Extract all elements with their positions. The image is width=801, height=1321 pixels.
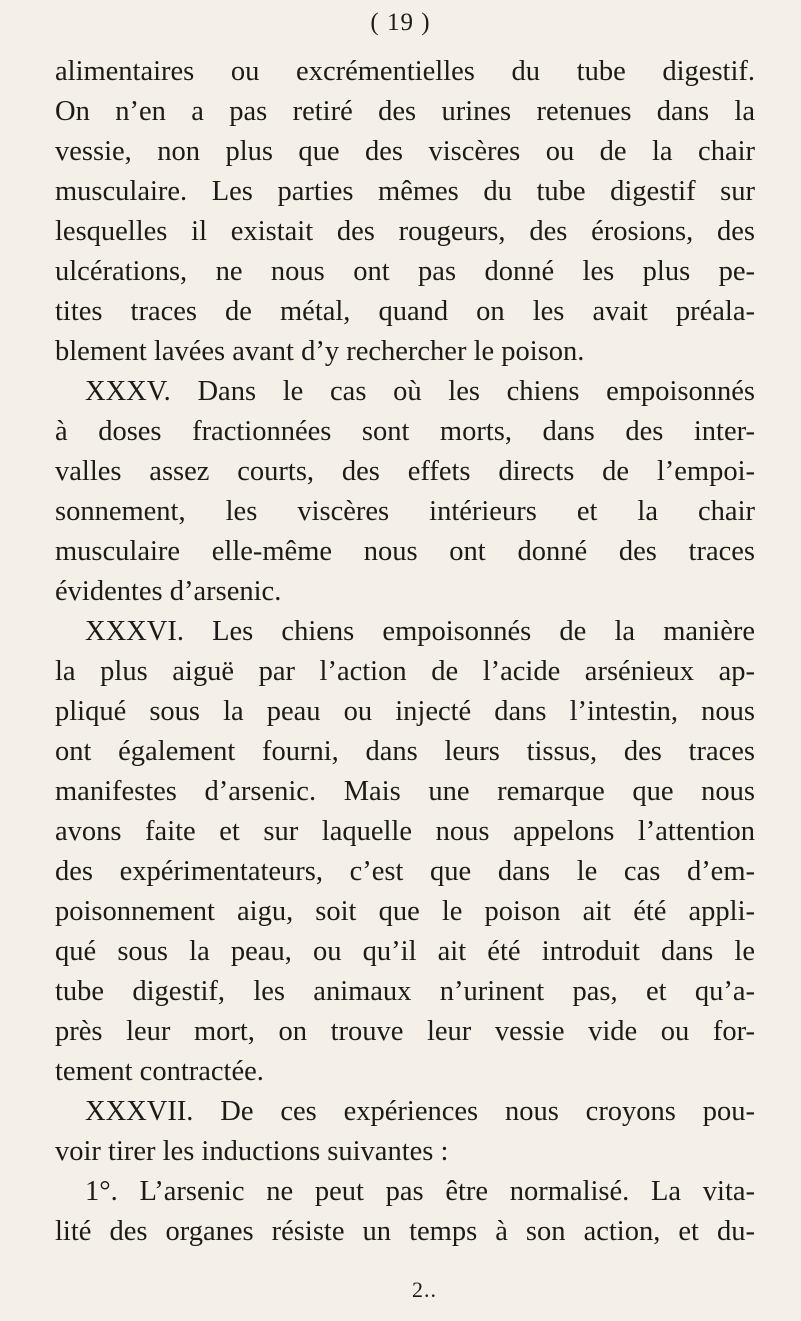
- text-line: alimentaires ou excrémentielles du tube digestif.: [55, 56, 755, 87]
- text-line: tites traces de métal, quand on les avait préala-: [55, 296, 755, 327]
- page-number: ( 19 ): [370, 9, 431, 36]
- text-line: tube digestif, les animaux n’urinent pas, et qu’a-: [55, 976, 755, 1007]
- text-line: qué sous la peau, ou qu’il ait été introduit dans le: [55, 936, 755, 967]
- text-line: des expérimentateurs, c’est que dans le cas d’em-: [55, 856, 755, 887]
- text-line: XXXVI. Les chiens empoisonnés de la manière: [85, 616, 755, 647]
- text-line: lité des organes résiste un temps à son action, et du-: [55, 1216, 755, 1247]
- text-line: 1°. L’arsenic ne peut pas être normalisé. La vita-: [85, 1176, 755, 1207]
- text-line: près leur mort, on trouve leur vessie vide ou for-: [55, 1016, 755, 1047]
- text-line: valles assez courts, des effets directs de l’empoi-: [55, 456, 755, 487]
- text-line: poisonnement aigu, soit que le poison ait été appli-: [55, 896, 755, 927]
- text-line: lesquelles il existait des rougeurs, des érosions, des: [55, 216, 755, 247]
- text-line: blement lavées avant d’y rechercher le poison.: [55, 336, 585, 367]
- text-line: ulcérations, ne nous ont pas donné les plus pe-: [55, 256, 755, 287]
- text-line: On n’en a pas retiré des urines retenues dans la: [55, 96, 755, 127]
- text-line: XXXV. Dans le cas où les chiens empoisonnés: [85, 376, 755, 407]
- text-line: voir tirer les inductions suivantes :: [55, 1136, 449, 1167]
- text-line: ont également fourni, dans leurs tissus, des traces: [55, 736, 755, 767]
- text-line: vessie, non plus que des viscères ou de la chair: [55, 136, 755, 167]
- signature-mark: 2..: [412, 1277, 437, 1302]
- text-line: XXXVII. De ces expériences nous croyons pou-: [85, 1096, 755, 1127]
- body-text: [55, 52, 755, 1252]
- text-line: musculaire. Les parties mêmes du tube digestif sur: [55, 176, 755, 207]
- text-line: manifestes d’arsenic. Mais une remarque que nous: [55, 776, 755, 807]
- text-line: évidentes d’arsenic.: [55, 576, 282, 607]
- text-line: à doses fractionnées sont morts, dans des inter-: [55, 416, 755, 447]
- text-line: pliqué sous la peau ou injecté dans l’intestin, nous: [55, 696, 755, 727]
- text-line: sonnement, les viscères intérieurs et la chair: [55, 496, 755, 527]
- text-line: musculaire elle-même nous ont donné des traces: [55, 536, 755, 567]
- text-line: la plus aiguë par l’action de l’acide arsénieux ap-: [55, 656, 755, 687]
- text-line: tement contractée.: [55, 1056, 264, 1087]
- text-line: avons faite et sur laquelle nous appelons l’attention: [55, 816, 755, 847]
